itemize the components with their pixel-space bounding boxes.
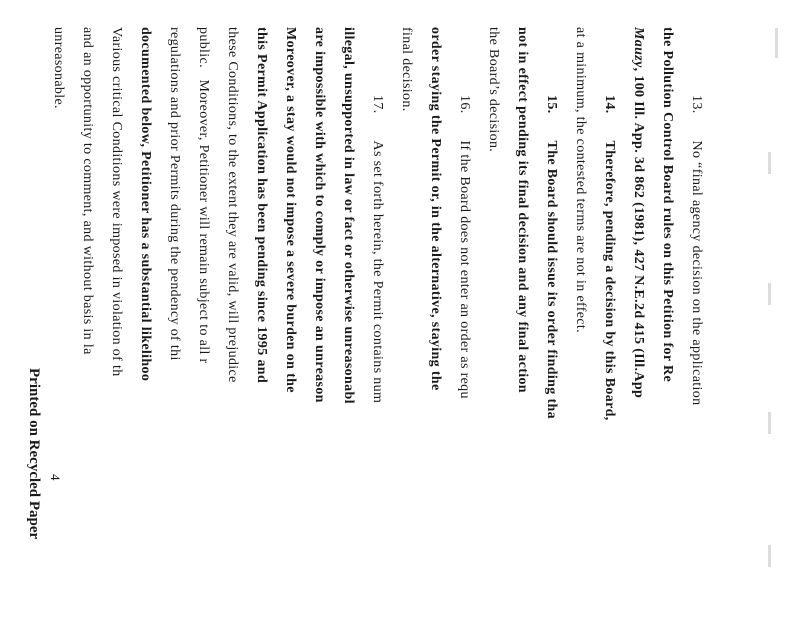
text-line: the Board’s decision. [486,27,501,153]
text-line: the Pollution Control Board rules on this Petition for Re [660,27,675,383]
text-line: Mauzy, 100 Ill. App. 3d 862 (1981), 427 N.E.2d 415 (Ill.App [631,27,646,399]
scan-mark [768,412,771,434]
text-line: at a minimum, the contested terms are not in effect. [573,27,588,334]
scan-mark [768,152,771,174]
text-line: 14. Therefore, pending a decision by this Board, [602,95,617,421]
text-line: and an opportunity to comment, and without basis in la [80,27,95,355]
text-line: final decision. [399,27,414,112]
scan-mark [775,28,778,58]
text-line: 17. As set forth herein, the Permit contains num [370,95,385,404]
text-line: Moreover, a stay would not impose a severe burden on the [283,27,298,393]
text-line: unreasonable. [51,27,66,109]
text-line: 16. If the Board does not enter an order as requ [457,95,472,399]
text-line: Various critical Conditions were imposed in violation of th [109,27,124,377]
text-line: 15. The Board should issue its order finding tha [544,95,559,419]
text-line: 13. No “final agency decision on the application [689,95,704,406]
text-line: regulations and prior Permits during the pendency of thi [167,27,182,361]
page-number: 4 [48,474,63,481]
text-line: these Conditions, to the extent they are valid, will prejudice [225,27,240,383]
text-line-rest: , 100 Ill. App. 3d 862 (1981), 427 N.E.2d 415 (Ill.App [631,67,646,399]
text-line: illegal, unsupported in law or fact or otherwise unreasonabl [341,27,356,404]
text-line: documented below, Petitioner has a substantial likelihoo [138,27,153,382]
footer-text: Printed on Recycled Paper [26,368,42,540]
text-line: public. Moreover, Petitioner will remain subject to all r [196,27,211,364]
text-line: order staying the Permit or, in the alternative, staying the [428,27,443,391]
text-line: this Permit Application has been pending since 1995 and [254,27,269,384]
scan-mark [768,283,771,305]
scan-mark [768,545,771,567]
text-line: not in effect pending its final decision and any final action [515,27,530,393]
text-line: are impossible with which to comply or impose an unreason [312,27,327,403]
